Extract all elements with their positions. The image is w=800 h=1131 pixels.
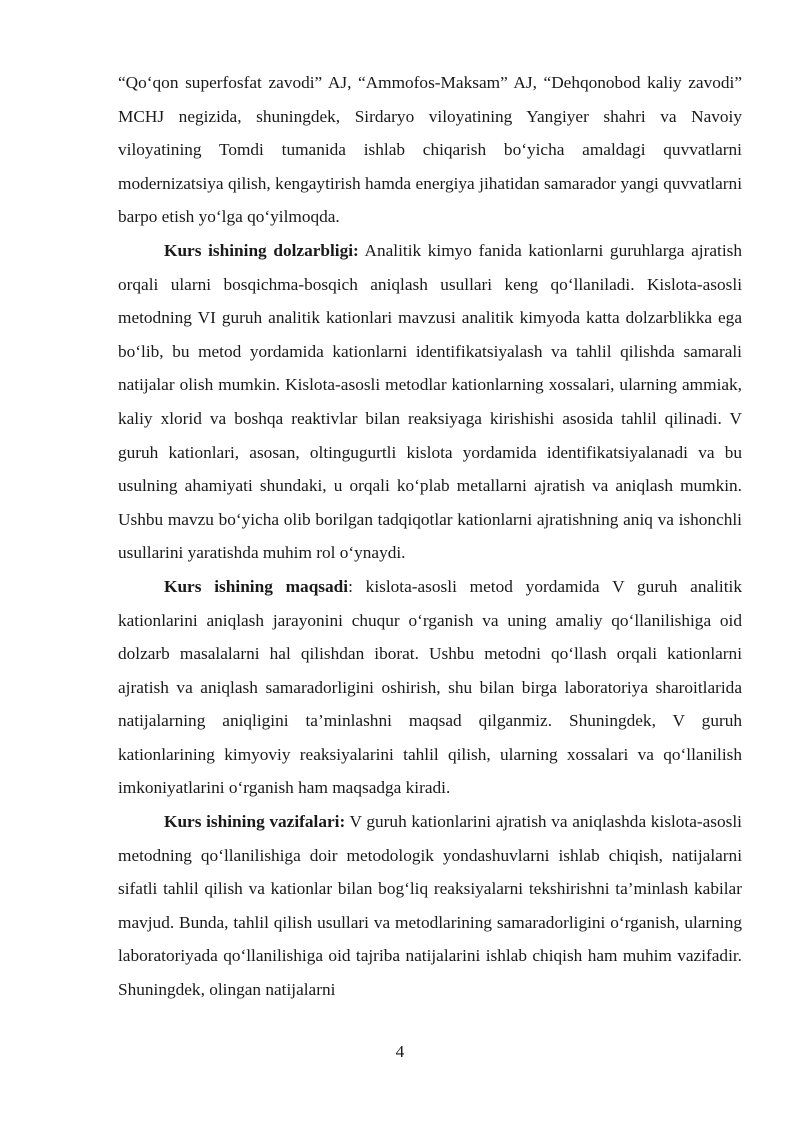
page-number: 4 [395, 1042, 405, 1061]
paragraph-intro-text: “Qo‘qon superfosfat zavodi” AJ, “Ammofos-Maksam” AJ, “Dehqonobod kaliy zavodi” MCHJ negizida, shuningdek, Sirdaryo viloyatining Yangiyer shahri va Navoiy viloyatining Tomdi tumanida ishlab chiqarish bo‘yicha amaldagi quvvatlarni modernizatsiya qilish, kengaytirish hamda energiya jihatidan samarador yangi quvvatlarni barpo etish yo‘lga qo‘yilmoqda. [118, 73, 742, 227]
paragraph-goal-heading: Kurs ishining maqsadi [164, 576, 349, 596]
document-page [118, 66, 742, 1007]
paragraph-goal [118, 570, 742, 805]
paragraph-tasks-text: V guruh kationlarini ajratish va aniqlashda kislota-asosli metodning qo‘llanilishiga doir metodologik yondashuvlarni ishlab chiqish, natijalarni sifatli tahlil qilish va kationlar bilan bog‘liq reaksiyalarni tekshirishni ta’minlash kabilar mavjud. Bunda, tahlil qilish usullari va metodlarining samaradorligini o‘rganish, ularning laboratoriyada qo‘llanilishiga oid tajriba natijalarini ishlab chiqish ham muhim vazifadir. Shuningdek, olingan natijalarni [118, 812, 742, 1000]
paragraph-relevance [118, 234, 742, 570]
paragraph-relevance-heading: Kurs ishining dolzarbligi: [164, 240, 359, 260]
paragraph-goal-text: : kislota-asosli metod yordamida V guruh analitik kationlarini aniqlash jarayonini chuqur o‘rganish va uning amaliy qo‘llanilishiga oid dolzarb masalalarni hal qilishdan iborat. Ushbu metodni qo‘llash orqali kationlarni ajratish va aniqlash samaradorligini oshirish, shu bilan birga laboratoriya sharoitlarida natijalarning aniqligini ta’minlashni maqsad qilganmiz. Shuningdek, V guruh kationlarining kimyoviy reaksiyalarini tahlil qilish, ularning xossalari va qo‘llanilish imkoniyatlarini o‘rganish ham maqsadga kiradi. [118, 576, 742, 798]
paragraph-intro [118, 66, 742, 234]
paragraph-tasks [118, 805, 742, 1007]
paragraph-relevance-text: Analitik kimyo fanida kationlarni guruhlarga ajratish orqali ularni bosqichma-bosqich aniqlash usullari keng qo‘llaniladi. Kislota-asosli metodning VI guruh analitik kationlari mavzusi analitik kimyoda katta dolzarblikka ega bo‘lib, bu metod yordamida kationlarni identifikatsiyalash va tahlil qilishda samarali natijalar olish mumkin. Kislota-asosli metodlar kationlarning xossalari, ularning ammiak, kaliy xlorid va boshqa reaktivlar bilan reaksiyaga kirishishi asosida tahlil qilinadi. V guruh kationlari, asosan, oltingugurtli kislota yordamida identifikatsiyalanadi va bu usulning ahamiyati shundaki, u orqali ko‘plab metallarni ajratish va aniqlash mumkin. Ushbu mavzu bo‘yicha olib borilgan tadqiqotlar kationlarni ajratishning aniq va ishonchli usullarini yaratishda muhim rol o‘ynaydi. [118, 240, 742, 563]
paragraph-tasks-heading: Kurs ishining vazifalari: [164, 812, 346, 832]
